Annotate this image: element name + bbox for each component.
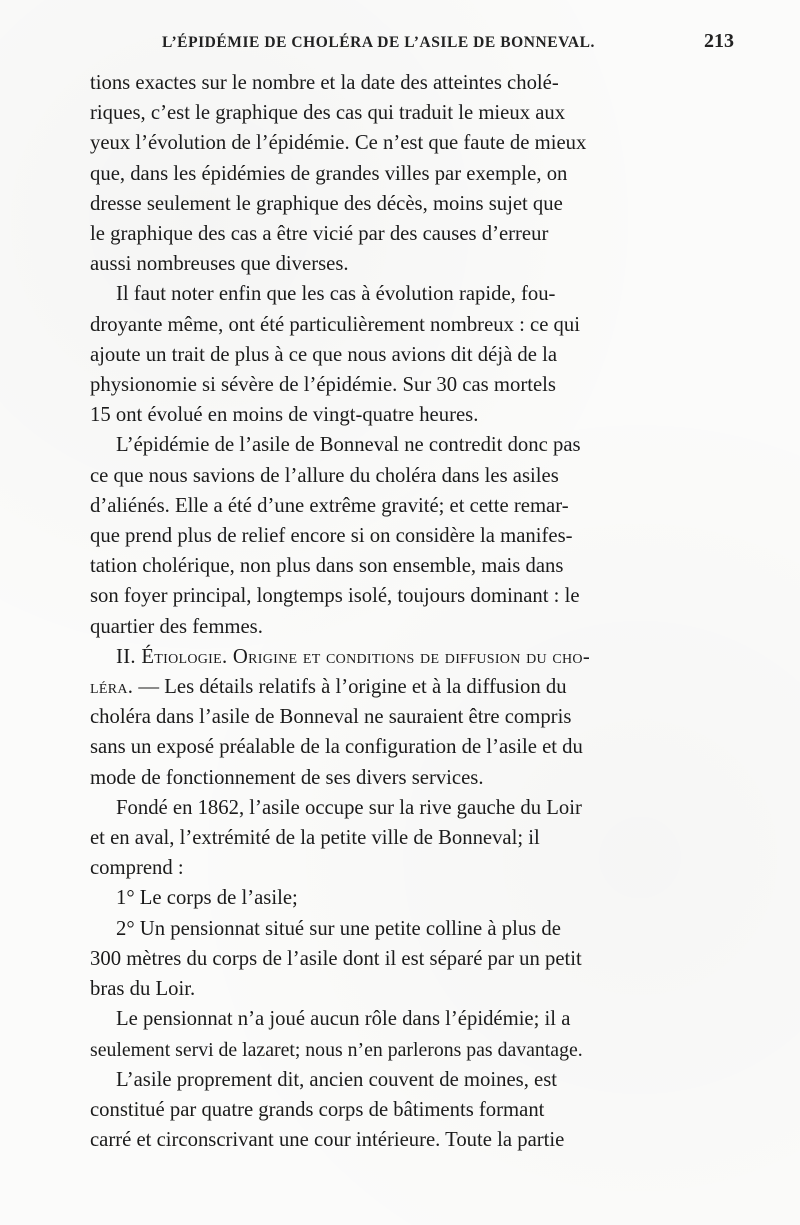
paragraph-founded [90, 793, 734, 884]
paragraph-boarding-house-role [90, 1004, 734, 1064]
section-title: II. Étiologie. Origine et conditions de diffusion du cho- [116, 645, 591, 668]
text-line: tation cholérique, non plus dans son ensemble, mais dans [90, 555, 564, 578]
text-line: dresse seulement le graphique des décès, moins sujet que [90, 192, 563, 215]
text-line: Fondé en 1862, l’asile occupe sur la rive gauche du Loir [116, 796, 582, 819]
text-line: droyante même, ont été particulièrement nombreux : ce qui [90, 313, 580, 336]
text-line: riques, c’est le graphique des cas qui traduit le mieux aux [90, 102, 566, 125]
text-line: carré et circonscrivant une cour intérieure. Toute la partie [90, 1129, 565, 1152]
section-title-continuation: léra. [90, 676, 134, 699]
text-line: physionomie si sévère de l’épidémie. Sur 30 cas mortels [90, 374, 556, 397]
text-line: seulement servi de lazaret; nous n’en parlerons pas davantage. [90, 1038, 583, 1061]
text-line: 1° Le corps de l’asile; [116, 887, 298, 910]
list-item-boarding-house [90, 914, 734, 1005]
section-etiology [90, 642, 734, 793]
text-line: Il faut noter enfin que les cas à évolution rapide, fou- [116, 283, 556, 306]
text-line: 300 mètres du corps de l’asile dont il est séparé par un petit [90, 947, 582, 970]
text-line: et en aval, l’extrémité de la petite ville de Bonneval; il [90, 827, 540, 850]
text-line: le graphique des cas a être vicié par des causes d’erreur [90, 223, 549, 246]
running-head: L’ÉPIDÉMIE DE CHOLÉRA DE L’ASILE DE BONNEVAL. [162, 34, 595, 51]
text-line: bras du Loir. [90, 978, 196, 1001]
text-line: quartier des femmes. [90, 615, 263, 638]
text-line: choléra dans l’asile de Bonneval ne sauraient être compris [90, 706, 572, 729]
text-line: 2° Un pensionnat situé sur une petite colline à plus de [116, 917, 561, 940]
text-line: que prend plus de relief encore si on considère la manifes- [90, 525, 573, 548]
page-number: 213 [704, 30, 734, 52]
text-line: d’aliénés. Elle a été d’une extrême gravité; et cette remar- [90, 494, 569, 517]
text-line: constitué par quatre grands corps de bâtiments formant [90, 1098, 545, 1121]
text-line: ajoute un trait de plus à ce que nous avions dit déjà de la [90, 343, 558, 366]
list-item-asylum-body [90, 883, 734, 913]
text-line: L’asile proprement dit, ancien couvent de moines, est [116, 1068, 558, 1091]
text-line: son foyer principal, longtemps isolé, toujours dominant : le [90, 585, 580, 608]
paragraph-rapid-cases [90, 279, 734, 430]
paragraph-asylum-buildings [90, 1065, 734, 1156]
text-line: tions exactes sur le nombre et la date des atteintes cholé- [90, 72, 559, 94]
text-line: Le pensionnat n’a joué aucun rôle dans l’épidémie; il a [116, 1008, 571, 1031]
text-line: 15 ont évolué en moins de vingt-quatre heures. [90, 404, 479, 427]
paragraph-bonneval-epidemic [90, 430, 734, 641]
text-line: ce que nous savions de l’allure du choléra dans les asiles [90, 464, 559, 487]
text-line: yeux l’évolution de l’épidémie. Ce n’est que faute de mieux [90, 132, 587, 155]
paragraph-graph-cases [90, 68, 734, 279]
text-line: que, dans les épidémies de grandes villes par exemple, on [90, 162, 568, 185]
text-line: mode de fonctionnement de ses divers services. [90, 766, 484, 789]
text-line: aussi nombreuses que diverses. [90, 253, 349, 276]
page-body [90, 68, 734, 1155]
text-line [90, 672, 734, 702]
text-line: comprend : [90, 857, 184, 880]
text-line: sans un exposé préalable de la configuration de l’asile et du [90, 736, 583, 759]
text-line: L’épidémie de l’asile de Bonneval ne contredit donc pas [116, 434, 581, 457]
section-text: — Les détails relatifs à l’origine et à la diffusion du [133, 676, 567, 699]
page-header [90, 30, 734, 68]
